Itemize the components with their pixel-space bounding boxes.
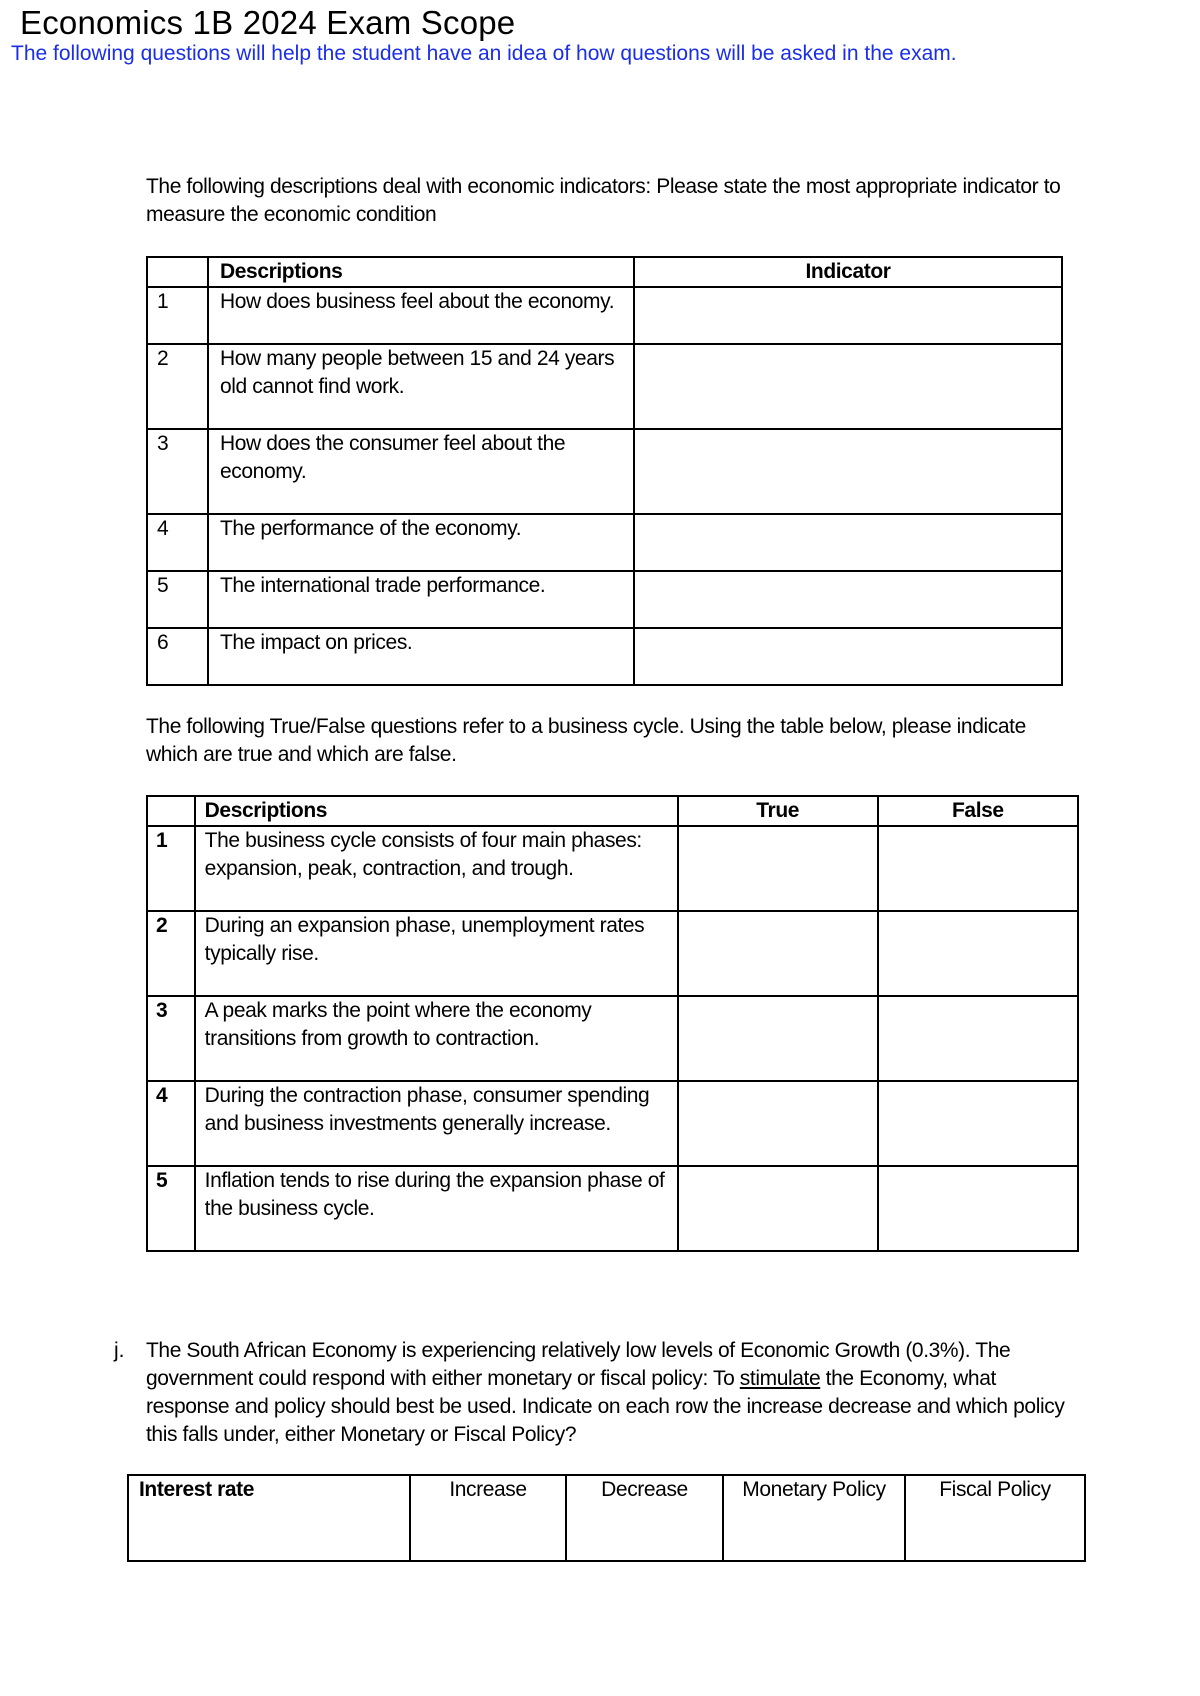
table-row xyxy=(147,514,1062,571)
row-description-line2: old cannot find work. xyxy=(220,375,405,398)
row-description xyxy=(195,1081,678,1166)
false-answer-cell[interactable] xyxy=(878,1166,1078,1251)
policy-table xyxy=(127,1474,1086,1562)
indicator-answer-cell[interactable] xyxy=(634,344,1062,429)
false-answer-cell[interactable] xyxy=(878,996,1078,1081)
true-answer-cell[interactable] xyxy=(678,1081,878,1166)
row-number: 2 xyxy=(147,911,195,996)
row-description xyxy=(195,1166,678,1251)
indicators-table xyxy=(146,256,1063,686)
policy-question-line4: this falls under, either Monetary or Fiscal Policy? xyxy=(146,1423,577,1446)
true-answer-cell[interactable] xyxy=(678,911,878,996)
truefalse-table xyxy=(146,795,1079,1252)
row-description-line1: Inflation tends to rise during the expansion phase of xyxy=(204,1169,665,1192)
row-number: 4 xyxy=(147,1081,195,1166)
policy-question xyxy=(146,1337,1064,1449)
row-number: 2 xyxy=(147,344,208,429)
table-row xyxy=(147,344,1062,429)
row-description xyxy=(208,429,634,514)
truefalse-instruction-line2: which are true and which are false. xyxy=(146,743,457,766)
row-description-line1: How does business feel about the economy. xyxy=(220,290,615,313)
row-number: 5 xyxy=(147,571,208,628)
row-number: 4 xyxy=(147,514,208,571)
page-title: Economics 1B 2024 Exam Scope xyxy=(20,4,516,41)
indicators-instruction-line1: The following descriptions deal with economic indicators: Please state the most appropriate indicator to xyxy=(146,175,1061,198)
row-description xyxy=(208,287,634,344)
truefalse-header-true: True xyxy=(678,796,878,826)
row-description xyxy=(208,344,634,429)
indicators-header-descriptions: Descriptions xyxy=(208,257,634,287)
row-description-line2: expansion, peak, contraction, and trough. xyxy=(204,857,574,880)
row-description-line2: typically rise. xyxy=(204,942,319,965)
false-answer-cell[interactable] xyxy=(878,826,1078,911)
row-description xyxy=(208,514,634,571)
page-subtitle: The following questions will help the student have an idea of how questions will be asked in the exam. xyxy=(11,42,957,65)
row-description-line2: transitions from growth to contraction. xyxy=(204,1027,540,1050)
row-description-line2: and business investments generally increase. xyxy=(204,1112,611,1135)
policy-question-line2-pre: government could respond with either monetary or fiscal policy: To xyxy=(146,1367,740,1390)
indicators-header-indicator: Indicator xyxy=(634,257,1062,287)
table-row xyxy=(147,1081,1078,1166)
row-description-line1: How many people between 15 and 24 years xyxy=(220,347,615,370)
truefalse-header-false: False xyxy=(878,796,1078,826)
truefalse-instruction-line1: The following True/False questions refer to a business cycle. Using the table below, please indicate xyxy=(146,715,1026,738)
table-row xyxy=(147,571,1062,628)
row-description xyxy=(208,571,634,628)
table-row xyxy=(147,1166,1078,1251)
row-number: 5 xyxy=(147,1166,195,1251)
row-description-line1: During an expansion phase, unemployment rates xyxy=(204,914,645,937)
row-number: 3 xyxy=(147,429,208,514)
indicator-answer-cell[interactable] xyxy=(634,429,1062,514)
table-row xyxy=(147,287,1062,344)
truefalse-instruction xyxy=(146,713,1026,769)
row-description-line1: The impact on prices. xyxy=(220,631,413,654)
row-description-line2: economy. xyxy=(220,460,307,483)
table-row xyxy=(147,826,1078,911)
policy-question-line1: The South African Economy is experiencing relatively low levels of Economic Growth (0.3%). The xyxy=(146,1339,1011,1362)
indicator-answer-cell[interactable] xyxy=(634,287,1062,344)
row-description xyxy=(208,628,634,685)
table-row xyxy=(147,429,1062,514)
false-answer-cell[interactable] xyxy=(878,911,1078,996)
true-answer-cell[interactable] xyxy=(678,826,878,911)
decrease-option[interactable]: Decrease xyxy=(566,1475,723,1561)
row-number: 3 xyxy=(147,996,195,1081)
table-row xyxy=(128,1475,1085,1561)
policy-question-line2-post: the Economy, what xyxy=(820,1367,996,1390)
false-answer-cell[interactable] xyxy=(878,1081,1078,1166)
table-row xyxy=(147,911,1078,996)
row-description-line1: A peak marks the point where the economy xyxy=(204,999,592,1022)
true-answer-cell[interactable] xyxy=(678,996,878,1081)
indicators-instruction xyxy=(146,173,1060,229)
row-number: 1 xyxy=(147,287,208,344)
row-number: 1 xyxy=(147,826,195,911)
fiscal-policy-option[interactable]: Fiscal Policy xyxy=(905,1475,1085,1561)
increase-option[interactable]: Increase xyxy=(410,1475,566,1561)
row-description-line1: The performance of the economy. xyxy=(220,517,522,540)
row-number: 6 xyxy=(147,628,208,685)
truefalse-header-descriptions: Descriptions xyxy=(195,796,678,826)
row-description-line1: The business cycle consists of four main phases: xyxy=(204,829,642,852)
row-description-line1: During the contraction phase, consumer spending xyxy=(204,1084,650,1107)
row-description-line2: the business cycle. xyxy=(204,1197,375,1220)
indicator-answer-cell[interactable] xyxy=(634,571,1062,628)
indicators-header-row xyxy=(147,257,1062,287)
row-description xyxy=(195,826,678,911)
stimulate-word: stimulate xyxy=(739,1367,821,1390)
truefalse-header-num xyxy=(147,796,195,826)
interest-rate-label: Interest rate xyxy=(128,1475,410,1561)
question-marker: j. xyxy=(114,1339,125,1362)
row-description-line1: How does the consumer feel about the xyxy=(220,432,566,455)
policy-question-line2 xyxy=(146,1365,1064,1393)
row-description xyxy=(195,996,678,1081)
indicators-instruction-line2: measure the economic condition xyxy=(146,203,437,226)
indicators-header-num xyxy=(147,257,208,287)
table-row xyxy=(147,628,1062,685)
row-description-line1: The international trade performance. xyxy=(220,574,546,597)
indicator-answer-cell[interactable] xyxy=(634,628,1062,685)
truefalse-header-row xyxy=(147,796,1078,826)
indicator-answer-cell[interactable] xyxy=(634,514,1062,571)
table-row xyxy=(147,996,1078,1081)
monetary-policy-option[interactable]: Monetary Policy xyxy=(723,1475,905,1561)
policy-question-line3: response and policy should best be used. Indicate on each row the increase decrease and which policy xyxy=(146,1395,1065,1418)
true-answer-cell[interactable] xyxy=(678,1166,878,1251)
row-description xyxy=(195,911,678,996)
